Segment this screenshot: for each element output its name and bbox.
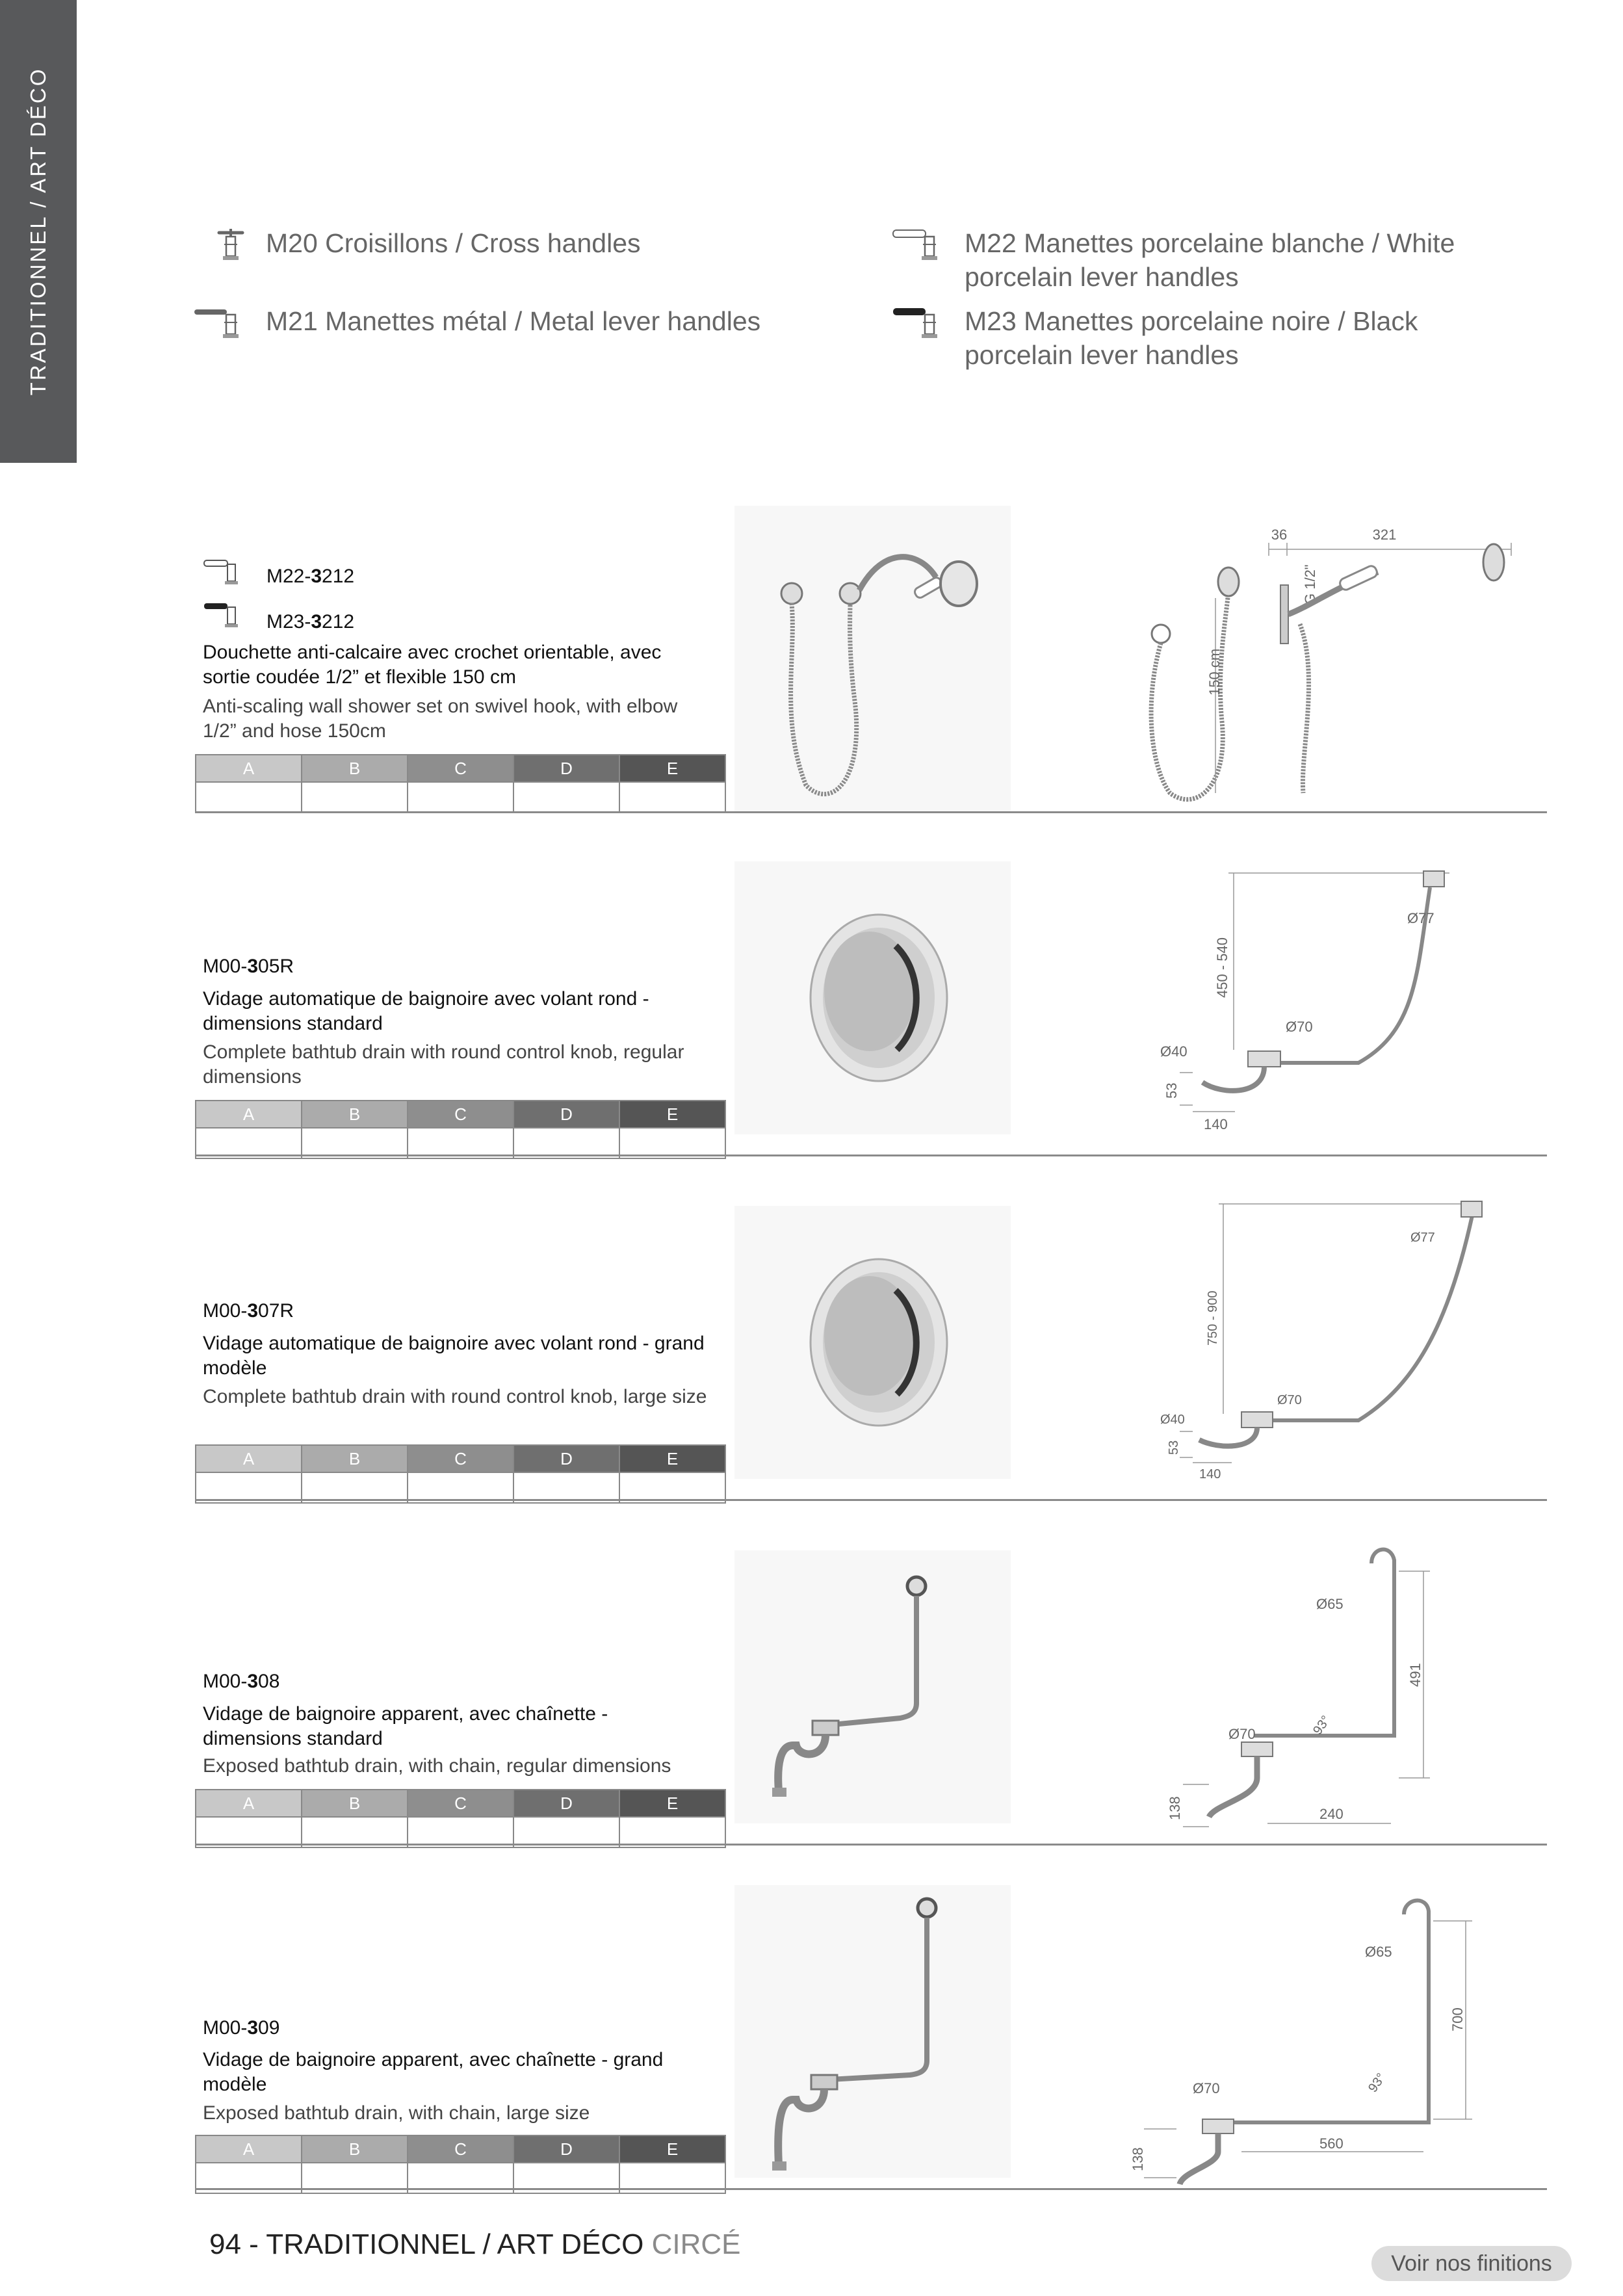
finish-cell [619,782,725,813]
product-photo-exposed-drain-large [734,1885,1011,2178]
product-title-en: Anti-scaling wall shower set on swivel hook, with elbow 1/2” and hose 150cm [203,696,678,742]
product-code: M00-307R [203,1300,294,1322]
finish-header-e: E [619,1101,725,1128]
finish-table [195,1444,726,1504]
dim-height: 750 - 900 [1206,1290,1220,1346]
product-title-en: Exposed bathtub drain, with chain, large size [203,2102,590,2124]
cross-handle-icon [205,226,257,265]
dim-height: 491 [1407,1663,1423,1687]
dim-overflow-diameter: Ø65 [1316,1596,1344,1612]
dim-width: 140 [1204,1116,1228,1132]
dim-depth: 138 [1130,2147,1146,2171]
dim-arm-length: 321 [1372,527,1397,543]
finish-cell [513,1472,619,1503]
finish-table [195,1100,726,1159]
technical-drawing-drain-standard [1144,861,1521,1134]
page-number: 94 [209,2228,241,2260]
product-photo-exposed-drain [734,1550,1011,1823]
finish-header-b: B [302,755,408,782]
finish-cell [408,1128,513,1158]
section-divider [195,1499,1547,1501]
finish-cell [619,1472,725,1503]
section-name: TRADITIONNEL / ART DÉCO [266,2228,652,2260]
legend-item-m20 [205,226,825,265]
dim-wall-offset: 36 [1271,527,1288,543]
dim-drain-diameter: Ø70 [1228,1726,1256,1742]
technical-drawing-exposed-drain-large [1118,1885,1521,2191]
section-divider [195,2188,1547,2190]
dim-hose-length: 150 cm [1206,648,1223,696]
legend-text: M23 Manettes porcelaine noire / Black porcelain lever handles [965,306,1418,370]
section-divider [195,1844,1547,1846]
finish-header-c: C [408,2135,513,2163]
page-footer: 94 - TRADITIONNEL / ART DÉCO CIRCÉ [209,2228,741,2260]
dim-width: 140 [1199,1467,1221,1481]
finish-header-d: D [513,1790,619,1817]
technical-drawing-exposed-drain-standard [1144,1531,1521,1840]
dim-drain-diameter: Ø70 [1193,2080,1220,2096]
finish-cell [513,782,619,813]
finish-header-b: B [302,2135,408,2163]
product-title-fr: Vidage automatique de baignoire avec volant rond - dimensions standard [203,988,649,1034]
sidebar-tab [0,0,77,463]
finish-cell [619,1817,725,1847]
product-title-fr: Vidage de baignoire apparent, avec chaînette - dimensions standard [203,1703,608,1749]
finish-header-a: A [196,755,302,782]
product-code: M00-308 [203,1671,280,1692]
finish-header-e: E [619,2135,725,2163]
finish-cell [408,1817,513,1847]
dim-outlet-diameter: Ø40 [1160,1043,1188,1060]
black-porcelain-lever-icon [203,599,248,632]
finish-header-a: A [196,1790,302,1817]
finish-header-b: B [302,1445,408,1472]
white-porcelain-lever-icon [203,556,248,589]
legend-text: M21 Manettes métal / Metal lever handles [266,306,761,336]
finish-cell [302,1472,408,1503]
dim-angle: 93° [1366,2070,1389,2095]
dim-width: 240 [1319,1806,1344,1822]
dim-angle: 93° [1310,1713,1334,1738]
product-code: M00-309 [203,2017,280,2039]
section-divider [195,811,1547,813]
dim-height: 700 [1449,2007,1466,2031]
dim-width: 560 [1319,2135,1344,2152]
finish-cell [196,1472,302,1503]
finish-header-c: C [408,1445,513,1472]
legend-text: M20 Croisillons / Cross handles [266,228,641,258]
technical-drawing-shower-set [1105,507,1521,813]
dim-drain-diameter: Ø70 [1277,1393,1302,1407]
finish-header-b: B [302,1101,408,1128]
finish-header-d: D [513,1101,619,1128]
finish-cell [302,1128,408,1158]
finish-cell [513,1817,619,1847]
dim-overflow-diameter: Ø77 [1407,910,1435,926]
finish-header-e: E [619,1445,725,1472]
product-title-en: Exposed bathtub drain, with chain, regular dimensions [203,1755,671,1777]
finish-header-c: C [408,1101,513,1128]
technical-drawing-drain-large [1144,1190,1521,1482]
product-title-fr: Douchette anti-calcaire avec crochet orientable, avec sortie coudée 1/2” et flexible 150 cm [203,642,662,688]
finish-header-b: B [302,1790,408,1817]
product-photo-shower-set [734,506,1011,811]
product-photo-round-knob [734,861,1011,1134]
dim-depth: 138 [1167,1796,1183,1820]
product-title-en: Complete bathtub drain with round control knob, large size [203,1386,707,1407]
black-porcelain-lever-icon [890,304,955,343]
product-title-en: Complete bathtub drain with round control knob, regular dimensions [203,1041,684,1088]
sidebar-label: TRADITIONNEL / ART DÉCO [26,67,50,396]
finish-cell [619,1128,725,1158]
legend-text: M22 Manettes porcelaine blanche / White porcelain lever handles [965,228,1455,292]
finish-header-d: D [513,1445,619,1472]
finish-header-d: D [513,2135,619,2163]
dim-depth: 53 [1167,1440,1181,1455]
finish-header-c: C [408,1790,513,1817]
finish-cell [302,1817,408,1847]
finish-table [195,754,726,813]
finish-header-d: D [513,755,619,782]
dim-overflow-diameter: Ø77 [1410,1231,1435,1245]
finish-header-e: E [619,1790,725,1817]
finish-cell [302,782,408,813]
finish-cell [196,1817,302,1847]
dim-overflow-diameter: Ø65 [1365,1944,1392,1960]
dim-drain-diameter: Ø70 [1286,1019,1313,1035]
product-code: M00-305R [203,956,294,977]
finish-cell [408,782,513,813]
legend-item-m21 [192,304,825,343]
metal-lever-handle-icon [192,304,257,343]
white-porcelain-lever-icon [890,226,955,265]
dim-height: 450 - 540 [1214,937,1230,998]
finish-table [195,2135,726,2194]
product-title-fr: Vidage automatique de baignoire avec volant rond - grand modèle [203,1333,705,1379]
product-code: M23-3212 [266,611,355,633]
brand-name: CIRCÉ [651,2228,741,2260]
legend-item-m22 [890,226,1524,294]
finish-cell [196,782,302,813]
finish-header-e: E [619,755,725,782]
finish-cell [196,1128,302,1158]
dim-depth: 53 [1163,1082,1180,1099]
view-finishes-button[interactable]: Voir nos finitions [1371,2246,1572,2281]
finish-cell [408,1472,513,1503]
finish-table [195,1789,726,1848]
finish-cell [513,1128,619,1158]
product-code: M22-3212 [266,566,355,587]
finish-header-a: A [196,2135,302,2163]
product-title-fr: Vidage de baignoire apparent, avec chaînette - grand modèle [203,2049,664,2095]
section-divider [195,1155,1547,1156]
product-photo-round-knob-large [734,1206,1011,1479]
finish-header-c: C [408,755,513,782]
dim-thread: G 1/2" [1302,564,1318,605]
finish-header-a: A [196,1445,302,1472]
finish-header-a: A [196,1101,302,1128]
dim-outlet-diameter: Ø40 [1160,1413,1185,1427]
legend-item-m23 [890,304,1524,372]
